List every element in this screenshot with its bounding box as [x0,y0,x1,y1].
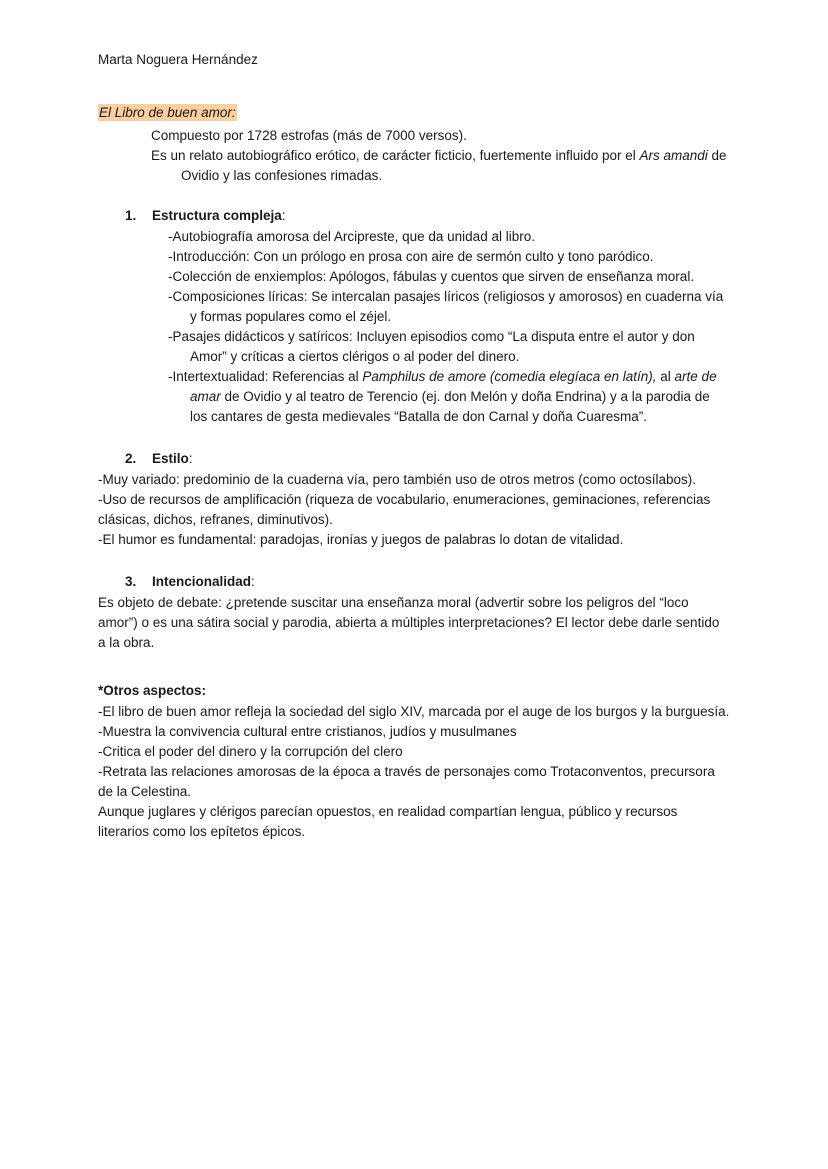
section-2-heading [98,449,730,469]
section-estructura-compleja [98,206,730,427]
section-3-items [98,593,730,653]
extras-items [98,702,730,842]
spacer [98,550,730,572]
section-2-colon: : [188,451,193,466]
list-item: -Retrata las relaciones amorosas de la época a través de personajes como Trotaconventos, precursora de la Celestina. [98,764,715,799]
section-3-colon: : [251,574,255,589]
list-item: -El humor es fundamental: paradojas, ironías y juegos de palabras lo dotan de vitalidad. [98,532,624,547]
section-intencionalidad [98,572,730,653]
author-name: Marta Noguera Hernández [98,52,258,67]
section-2-number: 2. [125,451,137,466]
intertext-part-c: de Ovidio y al teatro de Terencio (ej. don Melón y doña Endrina) y a la parodia de los cantares de gesta medievales “Batalla de don Carnal y doña Cuaresma”. [190,389,710,424]
spacer [98,653,730,681]
list-item: -Pasajes didácticos y satíricos: Incluyen episodios como “La disputa entre el autor y don Amor” y críticas a ciertos clérigos o al poder del dinero. [168,329,695,364]
intertext-part-a: -Intertextualidad: Referencias al [168,369,363,384]
intro-line-2-italic: Ars amandi [639,148,708,163]
section-1-heading [98,206,730,226]
section-3-title: Intencionalidad [152,574,252,589]
intro-line-2-b: de Ovidio y las confesiones rimadas. [181,148,727,183]
section-1-title: Estructura compleja [152,208,282,223]
intro-line-1: Compuesto por 1728 estrofas (más de 7000 versos). [151,128,467,143]
section-otros-aspectos [98,681,730,842]
list-item: -El libro de buen amor refleja la sociedad del siglo XIV, marcada por el auge de los burgos y la burguesía. [98,704,730,719]
list-item: -Colección de enxiemplos: Apólogos, fábulas y cuentos que sirven de enseñanza moral. [168,269,695,284]
list-item: -Uso de recursos de amplificación (riqueza de vocabulario, enumeraciones, geminaciones, referencias clásicas, dichos, refranes, diminutivos). [98,492,711,527]
section-1-colon: : [281,208,286,223]
list-item: -Composiciones líricas: Se intercalan pasajes líricos (religiosos y amorosos) en cuaderna vía y formas populares como el zéjel. [168,289,724,324]
list-item: -Autobiografía amorosa del Arcipreste, que da unidad al libro. [168,229,535,244]
section-2-title: Estilo [152,451,189,466]
list-item: -Critica el poder del dinero y la corrupción del clero [98,744,403,759]
intertext-italic-arte-de-amar: arte de amar [190,369,717,404]
work-title-highlight: El Libro de buen amor: [99,105,236,120]
intertext-part-b: al [656,369,675,384]
list-item: Aunque juglares y clérigos parecían opuestos, en realidad compartían lengua, público y recursos literarios como los epítetos épicos. [98,804,678,839]
section-1-number: 1. [125,208,137,223]
section-estilo [98,449,730,550]
intro-block [98,126,730,186]
list-item: -Introducción: Con un prólogo en prosa con aire de sermón culto y tono paródico. [168,249,654,264]
section-1-items [98,227,730,427]
intertext-italic-pamphilus: Pamphilus de amore (comedia elegíaca en latín), [362,369,657,384]
spacer [98,427,730,449]
list-item: Es objeto de debate: ¿pretende suscitar una enseñanza moral (advertir sobre los peligros del “loco amor”) o es una sátira social y parodia, abierta a múltiples interpretaciones? El lector debe darle sentido a la obra. [98,595,720,650]
section-3-heading [98,572,730,592]
list-item [168,367,730,427]
intro-line-2 [151,146,730,186]
section-2-items [98,470,730,550]
section-3-number: 3. [125,574,137,589]
extras-heading: *Otros aspectos: [98,683,207,698]
list-item: -Muestra la convivencia cultural entre cristianos, judíos y musulmanes [98,724,517,739]
intro-line-2-a: Es un relato autobiográfico erótico, de carácter ficticio, fuertemente influido por el [151,148,640,163]
work-title [98,103,730,122]
list-item: -Muy variado: predominio de la cuaderna vía, pero también uso de otros metros (como octosílabos). [98,472,697,487]
